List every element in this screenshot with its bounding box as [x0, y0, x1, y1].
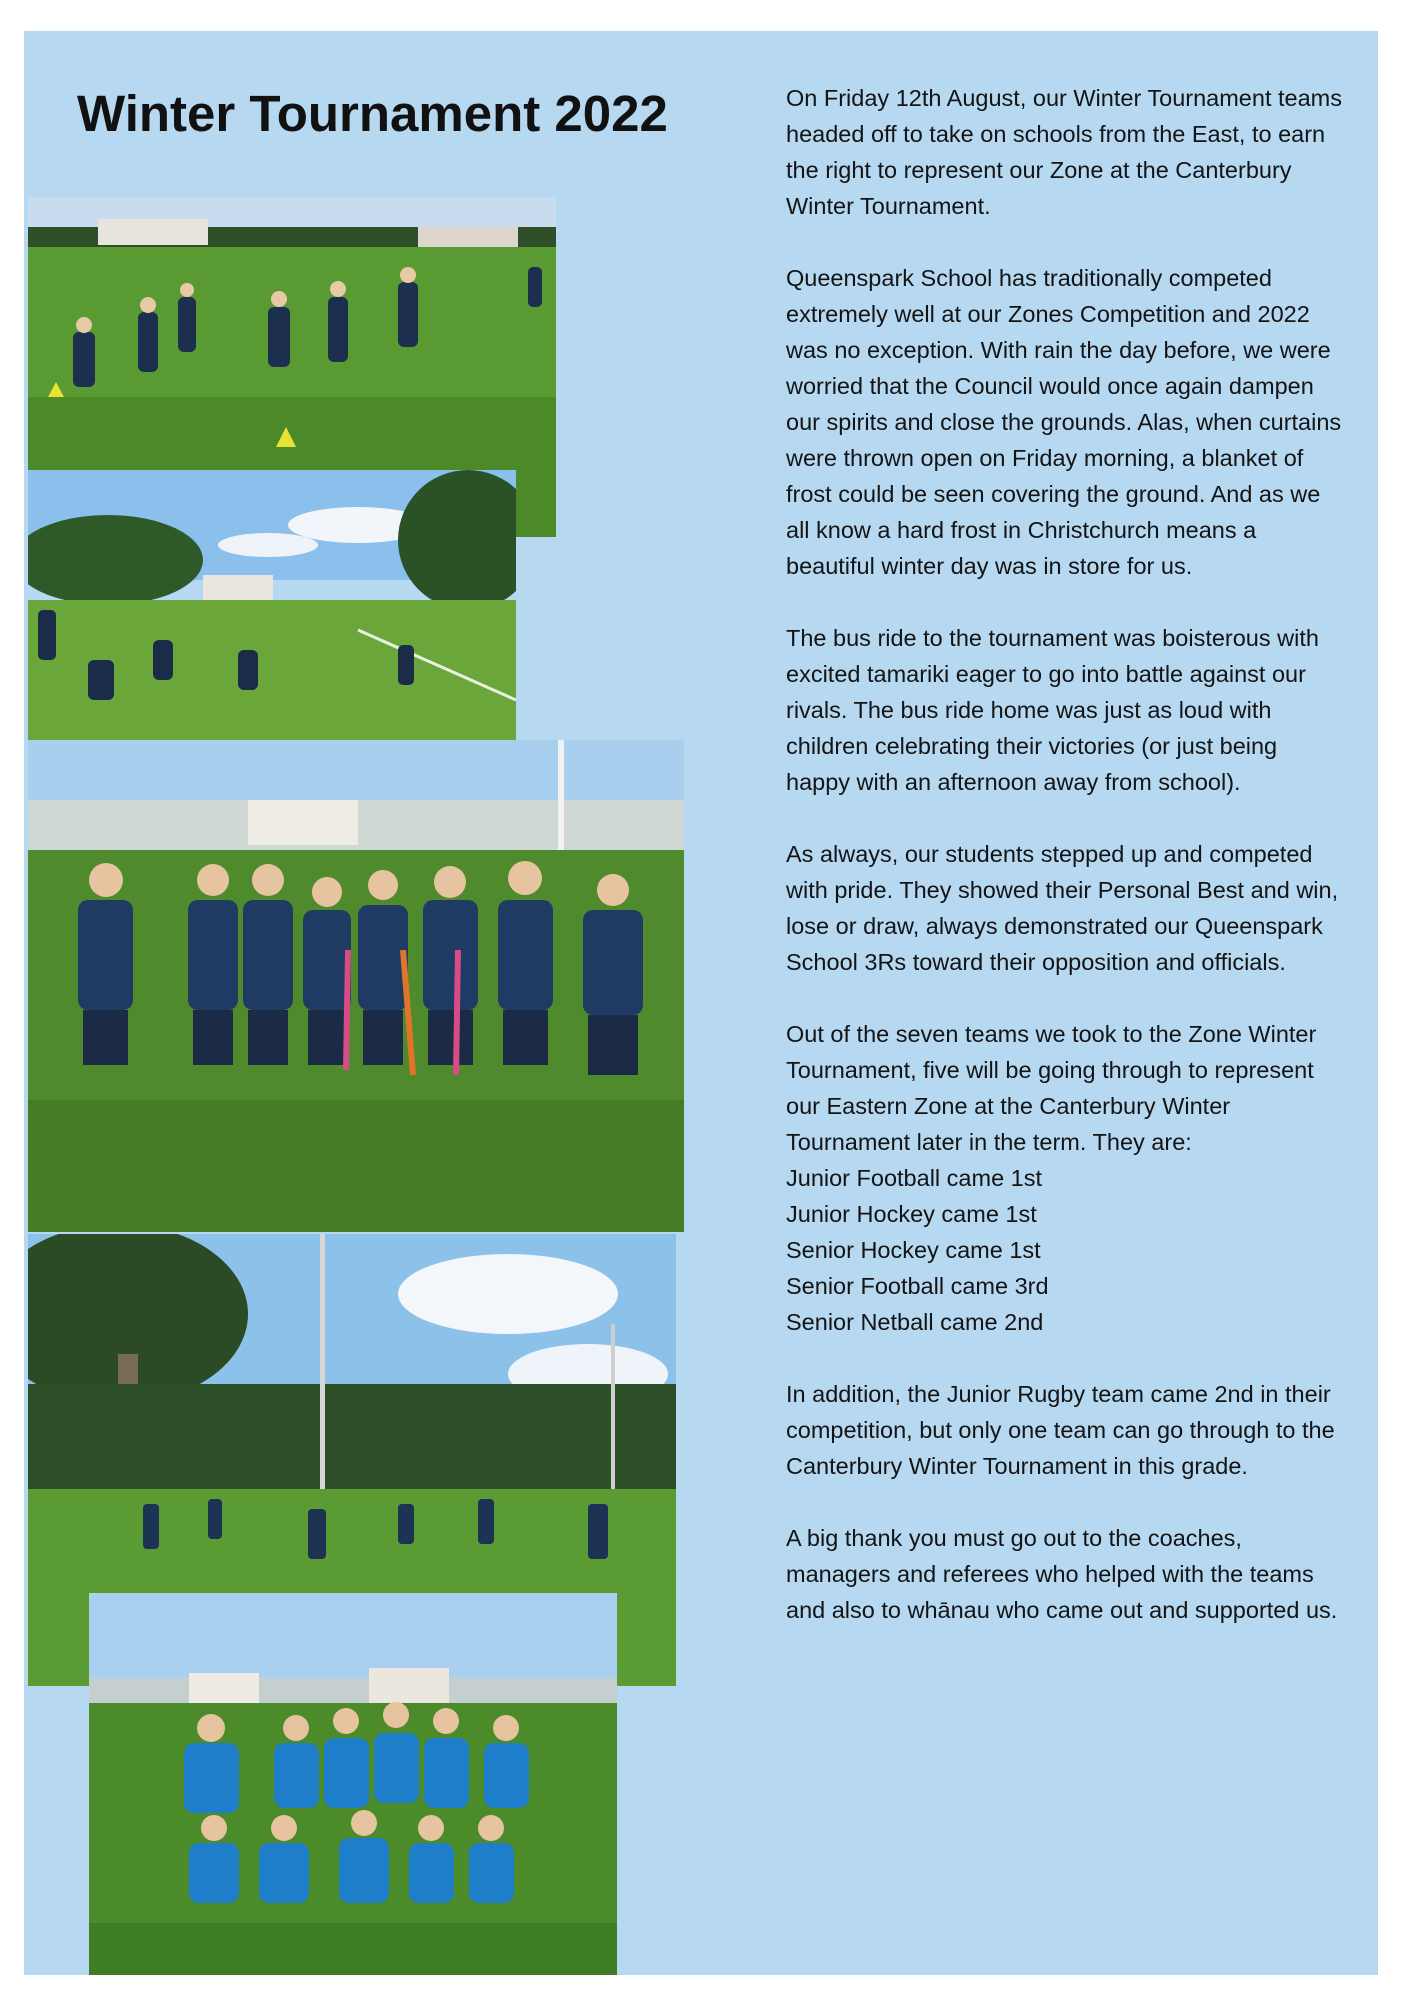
page-title: Winter Tournament 2022	[77, 85, 668, 142]
photo-hockey-team-portrait	[28, 740, 684, 1232]
result-item: Senior Hockey came 1st	[786, 1237, 1041, 1263]
paragraph-rugby: In addition, the Junior Rugby team came 2nd in their competition, but only one team can go through to the Canterbury Winter Tournament in this grade.	[786, 1381, 1335, 1479]
paragraph-pride: As always, our students stepped up and competed with pride. They showed their Personal Best and win, lose or draw, always demonstrated our Queenspark School 3Rs toward their opposition and officials.	[786, 841, 1339, 975]
article-body	[786, 80, 1346, 1664]
paragraph-thanks: A big thank you must go out to the coaches, managers and referees who helped with the teams and also to whānau who came out and supported us.	[786, 1525, 1338, 1623]
paragraph-bus-ride: The bus ride to the tournament was boisterous with excited tamariki eager to go into battle against our rivals. The bus ride home was just as loud with children celebrating their victories (or just being happy with an afternoon away from school).	[786, 625, 1319, 795]
result-item: Junior Hockey came 1st	[786, 1201, 1037, 1227]
results-list	[786, 1160, 1346, 1340]
photo-football-team-group	[89, 1593, 617, 1975]
result-item: Senior Football came 3rd	[786, 1273, 1049, 1299]
paragraph-intro: On Friday 12th August, our Winter Tournament teams headed off to take on schools from the East, to earn the right to represent our Zone at the Canterbury Winter Tournament.	[786, 85, 1343, 219]
paragraph-zones: Queenspark School has traditionally competed extremely well at our Zones Competition and 2022 was no exception. With rain the day before, we were worried that the Council would once again dampen our spirits and close the grounds. Alas, when curtains were thrown open on Friday morning, a blanket of frost could be seen covering the ground. And as we all know a hard frost in Christchurch means a beautiful winter day was in store for us.	[786, 265, 1342, 579]
result-item: Senior Netball came 2nd	[786, 1309, 1044, 1335]
paragraph-teams-intro: Out of the seven teams we took to the Zone Winter Tournament, five will be going through to represent our Eastern Zone at the Canterbury Winter Tournament later in the term. They are:	[786, 1021, 1317, 1155]
result-item: Junior Football came 1st	[786, 1165, 1043, 1191]
